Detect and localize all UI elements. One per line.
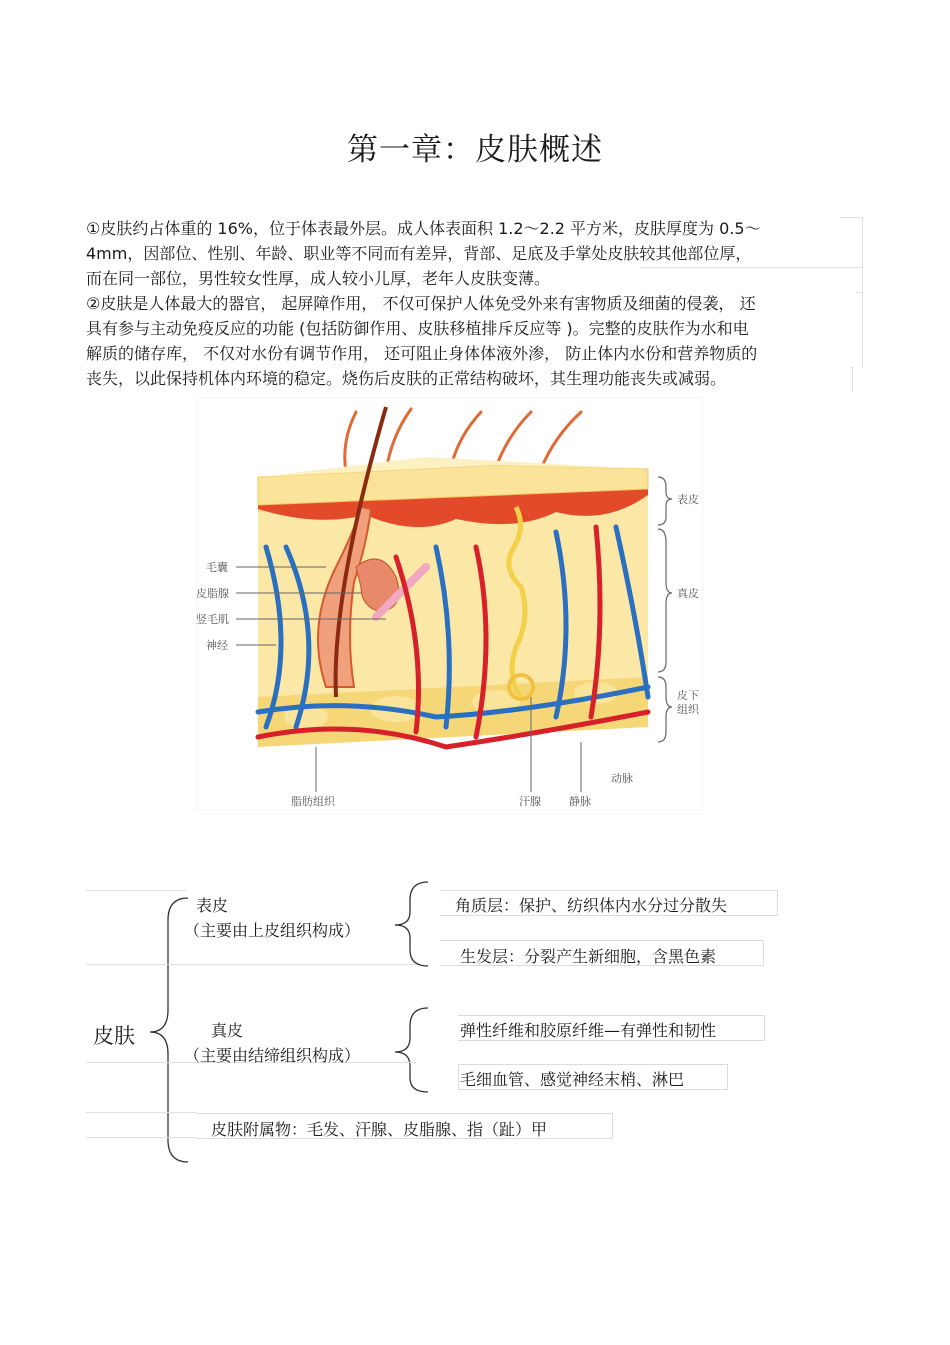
dermis-child-fibers: 弹性纤维和胶原纤维—有弹性和韧性 [460,1021,717,1040]
text-line: 具有参与主动免疫反应的功能 (包括防御作用、皮肤移植排斥反应等 )。完整的皮肤作为水和电 [86,319,749,338]
skin-structure-tree [0,870,950,1190]
scan-line [86,1112,196,1113]
tree-root: 皮肤 [93,1024,135,1048]
text-line: ②皮肤是人体最大的器官， 起屏障作用， 不仅可保护人体免受外来有害物质及细菌的侵袭， 还 [86,294,756,313]
label-hair-follicle: 毛囊 [206,561,228,574]
label-arrector-muscle: 竖毛肌 [196,613,229,626]
scan-line [856,292,863,368]
root-brace [150,898,188,1162]
dermis-child-capillaries: 毛细血管、感觉神经末梢、淋巴 [460,1070,685,1089]
label-sebaceous-gland: 皮脂腺 [196,587,229,600]
label-epidermis: 表皮 [677,493,699,506]
epidermis-child-stratum-corneum: 角质层：保护、纺织体内水分过分散失 [455,896,728,915]
scan-line [850,367,853,392]
paragraph-skin-function [86,291,866,391]
label-vein: 静脉 [569,795,591,808]
scan-line [840,217,863,268]
dermis-brace [395,1008,428,1092]
label-dermis: 真皮 [677,587,699,600]
text-line: 解质的储存库， 不仅对水份有调节作用， 还可阻止身体体液外渗， 防止体内水份和营养物质的 [86,344,758,363]
epidermis-child-stratum-basale: 生发层：分裂产生新细胞，含黑色素 [460,947,717,966]
dermis-name: 真皮 [211,1021,244,1040]
scan-line [640,267,863,292]
label-subcutaneous-1: 皮下 [677,689,699,702]
skin-cross-section-svg [196,397,703,810]
dermis-note: （主要由结缔组织构成） [184,1046,361,1065]
label-subcutaneous-2: 组织 [677,703,699,716]
label-sweat-gland: 汗腺 [519,795,541,808]
label-artery: 动脉 [611,772,633,785]
epidermis-name: 表皮 [196,896,229,915]
scan-line [86,890,186,891]
skin-appendages: 皮肤附属物：毛发、汗腺、皮脂腺、指（趾）甲 [211,1120,548,1139]
scan-line [86,1137,196,1138]
text-line: 而在同一部位，男性较女性厚，成人较小儿厚，老年人皮肤变薄。 [86,269,551,288]
epidermis-note: （主要由上皮组织构成） [184,921,361,940]
epidermis-brace [395,882,428,966]
text-line: 4mm，因部位、性别、年龄、职业等不同而有差异，背部、足底及手掌处皮肤较其他部位厚， [86,244,752,263]
scan-line [86,964,416,965]
page-title: 第一章：皮肤概述 [347,132,603,168]
text-line: 丧失，以此保持机体内环境的稳定。烧伤后皮肤的正常结构破坏，其生理功能丧失或减弱。 [86,369,727,388]
label-nerve: 神经 [206,639,228,652]
label-fat-tissue: 脂肪组织 [291,795,335,808]
skin-diagram [196,397,703,810]
text-line: ①皮肤约占体重的 16%，位于体表最外层。成人体表面积 1.2～2.2 平方米，皮肤厚度为 0.5～ [86,219,761,238]
